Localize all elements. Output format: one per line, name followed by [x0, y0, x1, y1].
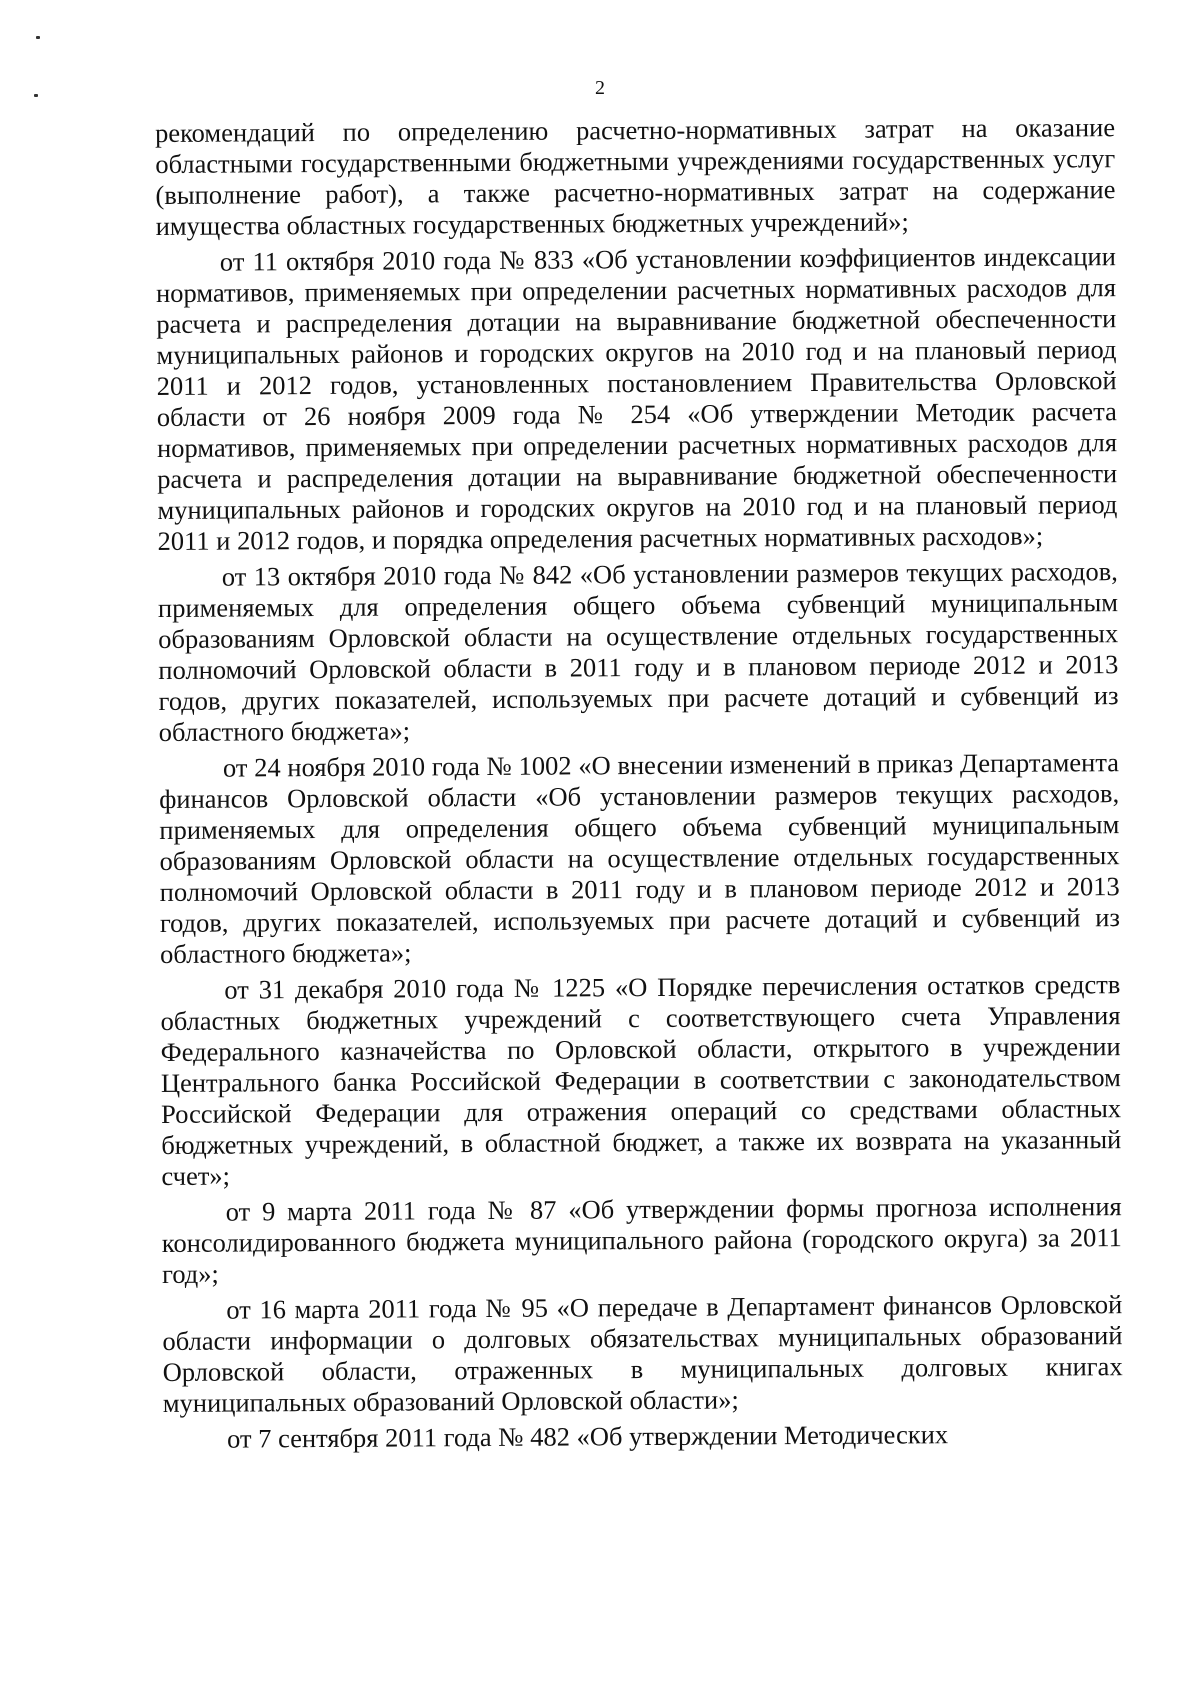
paragraph: от 9 марта 2011 года № 87 «Об утверждении формы прогноза исполнения консолидированного бюджета муниципального района (городского округа) за 2011 год»;: [161, 1191, 1122, 1289]
paragraph: от 16 марта 2011 года № 95 «О передаче в Департамент финансов Орловской области информации о долговых обязательствах муниципальных образований Орловской области, отраженных в муниципальных долговых книгах муниципальных образований Орловской области»;: [162, 1289, 1123, 1418]
paragraph: от 7 сентября 2011 года № 482 «Об утверждении Методических: [226, 1419, 949, 1454]
page-number: 2: [595, 77, 605, 99]
paragraph: рекомендаций по определению расчетно-нормативных затрат на оказание областными государственными бюджетными учреждениями государственных услуг (выполнение работ), а также расчетно-нормативных затрат на содержание имущества областных государственных бюджетных учреждений»;: [155, 112, 1116, 241]
paragraph: от 24 ноября 2010 года № 1002 «О внесении изменений в приказ Департамента финансов Орловской области «Об установлении размеров текущих расходов, применяемых для определения общего объема субвенций муниципальным образованиям Орловской области на осуществление отдельных государственных полномочий Орловской области в 2011 году и в плановом периоде 2012 и 2013 годов, других показателей, используемых при расчете дотаций и субвенций из областного бюджета»;: [159, 747, 1120, 969]
paragraph: от 13 октября 2010 года № 842 «Об установлении размеров текущих расходов, применяемых для определения общего объема субвенций муниципальным образованиям Орловской области на осуществление отдельных государственных полномочий Орловской области в 2011 году и в плановом периоде 2012 и 2013 годов, других показателей, используемых при расчете дотаций и субвенций из областного бюджета»;: [157, 556, 1119, 747]
paragraph: от 11 октября 2010 года № 833 «Об установлении коэффициентов индексации нормативов, применяемых при определении расчетных нормативных расходов для расчета и распределения дотации на выравнивание бюджетной обеспеченности муниципальных районов и городских округов на 2010 год и на плановый период 2011 и 2012 годов, установленных постановлением Правительства Орловской области от 26 ноября 2009 года № 254 «Об утверждении Методик расчета нормативов, применяемых при определении расчетных нормативных расходов для расчета и распределения дотации на выравнивание бюджетной обеспеченности муниципальных районов и городских округов на 2010 год и на плановый период 2011 и 2012 годов, и порядка определения расчетных нормативных расходов»;: [155, 241, 1118, 556]
scan-mark: [36, 36, 40, 39]
paragraph: от 31 декабря 2010 года № 1225 «О Порядке перечисления остатков средств областных бюджетных учреждений с соответствующего счета Управления Федерального казначейства по Орловской области, открытого в учреждении Центрального банка Российской Федерации в соответствии с законодательством Российской Федерации для отражения операций со средствами областных бюджетных учреждений, в областной бюджет, а также их возврата на указанный счет»;: [160, 969, 1122, 1191]
document-body: [155, 112, 1123, 1460]
